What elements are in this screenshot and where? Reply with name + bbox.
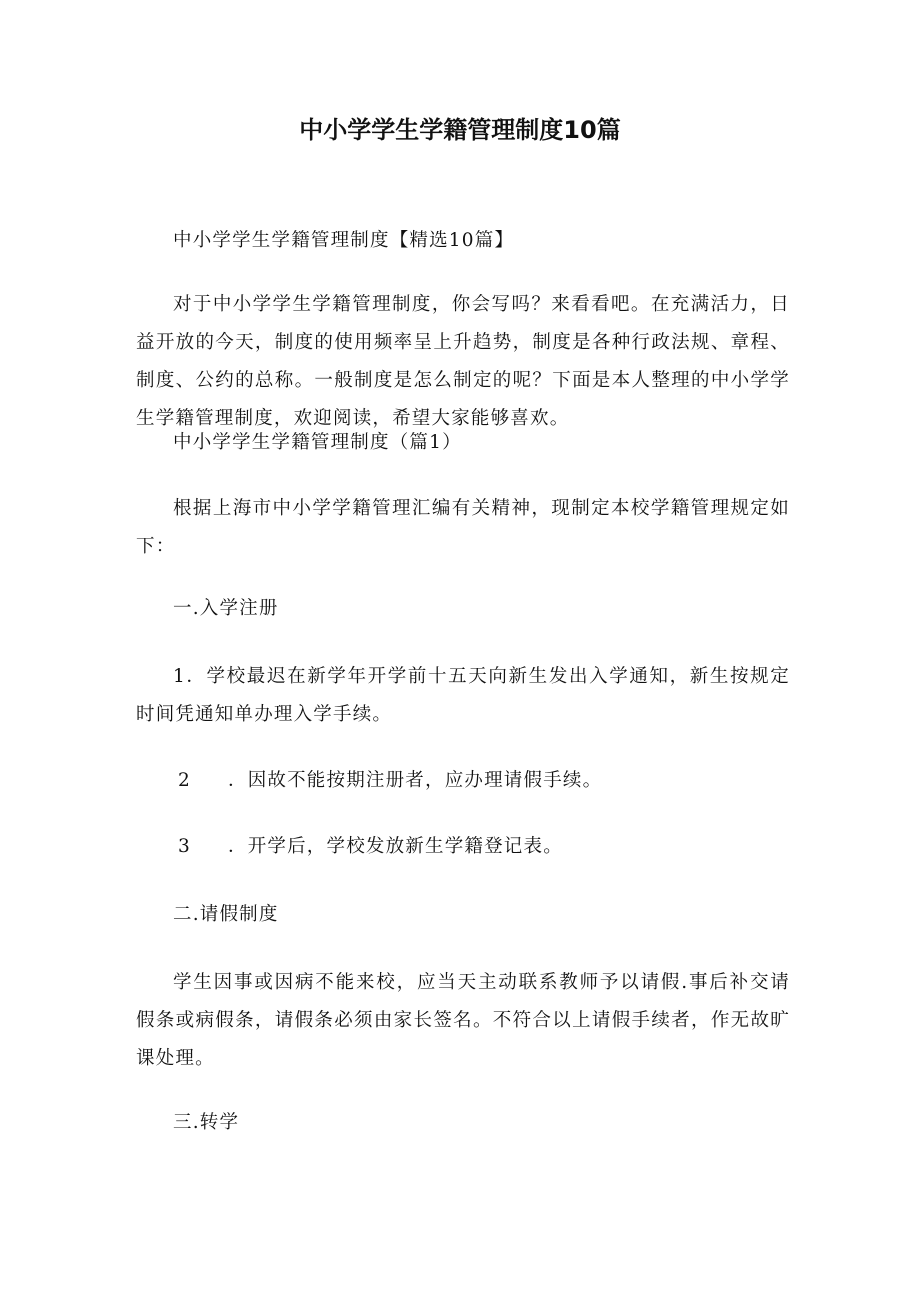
item-text: ．开学后，学校发放新生学籍登记表。: [228, 836, 563, 857]
leave-paragraph: 学生因事或因病不能来校，应当天主动联系教师予以请假.事后补交请假条或病假条，请假条必须由家长签名。不符合以上请假手续者，作无故旷课处理。: [136, 972, 790, 1069]
preamble-paragraph: 根据上海市中小学学籍管理汇编有关精神，现制定本校学籍管理规定如下：: [136, 498, 790, 557]
enrollment-item-1: 1．学校最迟在新学年开学前十五天向新生发出入学通知，新生按规定时间凭通知单办理入学手续。: [136, 666, 790, 725]
enrollment-item-3: [178, 828, 563, 866]
section-heading-leave: 二.请假制度: [173, 904, 279, 925]
item-text: ．因故不能按期注册者，应办理请假手续。: [228, 770, 603, 791]
document-subtitle: 中小学学生学籍管理制度【精选10篇】: [173, 230, 515, 251]
enrollment-item-2: [178, 762, 602, 800]
item-number: 2: [178, 770, 191, 791]
document-title: 中小学学生学籍管理制度10篇: [299, 116, 621, 144]
section-heading-enrollment: 一.入学注册: [173, 598, 279, 619]
intro-paragraph: 对于中小学学生学籍管理制度，你会写吗？来看看吧。在充满活力，日益开放的今天，制度的使用频率呈上升趋势，制度是各种行政法规、章程、制度、公约的总称。一般制度是怎么制定的呢？下面是本人整理的中小学学生学籍管理制度，欢迎阅读，希望大家能够喜欢。: [136, 294, 790, 429]
part-heading: 中小学学生学籍管理制度（篇1）: [173, 432, 462, 453]
item-number: 3: [178, 836, 191, 857]
section-heading-transfer: 三.转学: [173, 1112, 240, 1133]
